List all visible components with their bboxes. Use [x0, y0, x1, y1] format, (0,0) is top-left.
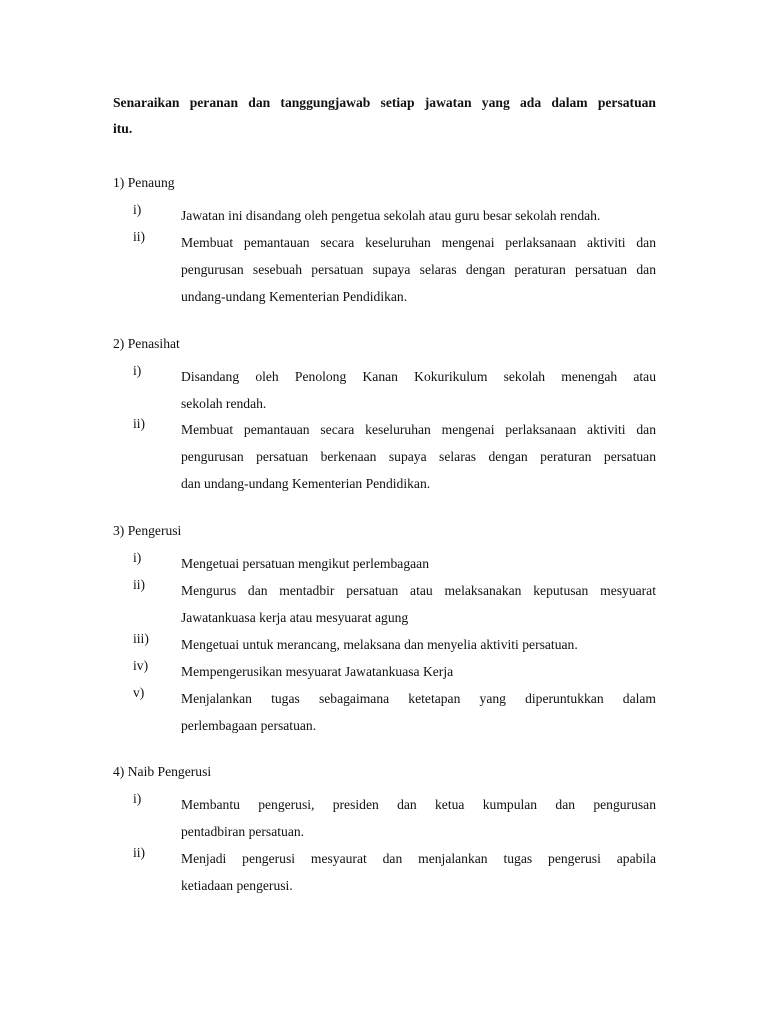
item-line: Menjadi pengerusi mesyaurat dan menjalankan tugas pengerusi apabila — [181, 851, 656, 866]
item-line: Menjalankan tugas sebagaimana ketetapan yang diperuntukkan dalam — [181, 691, 656, 706]
item-number: i) — [133, 791, 142, 806]
item-text — [181, 229, 656, 310]
item-line: undang-undang Kementerian Pendidikan. — [181, 289, 408, 304]
item-line: Mengetuai persatuan mengikut perlembagaan — [181, 556, 429, 571]
item-line: Jawatan ini disandang oleh pengetua sekolah atau guru besar sekolah rendah. — [181, 208, 601, 223]
item-text — [181, 631, 656, 658]
item-line: pengurusan sesebuah persatuan supaya selaras dengan peraturan persatuan dan — [181, 262, 656, 277]
item-text — [181, 658, 656, 685]
item-number: ii) — [133, 845, 146, 860]
section-title-naib-pengerusi: 4) Naib Pengerusi — [113, 764, 212, 779]
heading-line: itu. — [113, 121, 133, 136]
section-title-penaung: 1) Penaung — [113, 175, 175, 190]
item-line: Membuat pemantauan secara keseluruhan mengenai perlaksanaan aktiviti dan — [181, 422, 656, 437]
item-line: Jawatankuasa kerja atau mesyuarat agung — [181, 610, 409, 625]
item-number: iv) — [133, 658, 149, 673]
item-number: i) — [133, 363, 142, 378]
item-number: ii) — [133, 416, 146, 431]
item-text — [181, 845, 656, 899]
item-text — [181, 363, 656, 417]
item-number: v) — [133, 685, 145, 700]
item-line: dan undang-undang Kementerian Pendidikan. — [181, 476, 431, 491]
item-number: i) — [133, 550, 142, 565]
item-number: iii) — [133, 631, 149, 646]
item-line: Membantu pengerusi, presiden dan ketua kumpulan dan pengurusan — [181, 797, 656, 812]
item-line: Membuat pemantauan secara keseluruhan mengenai perlaksanaan aktiviti dan — [181, 235, 656, 250]
item-line: Mempengerusikan mesyuarat Jawatankuasa Kerja — [181, 664, 454, 679]
item-text — [181, 577, 656, 631]
item-text — [181, 202, 656, 229]
question-heading — [113, 90, 656, 142]
item-text — [181, 685, 656, 739]
item-text — [181, 550, 656, 577]
section-title-pengerusi: 3) Pengerusi — [113, 523, 182, 538]
item-line: pengurusan persatuan berkenaan supaya selaras dengan peraturan persatuan — [181, 449, 656, 464]
item-number: i) — [133, 202, 142, 217]
item-number: ii) — [133, 577, 146, 592]
item-line: sekolah rendah. — [181, 396, 267, 411]
item-line: ketiadaan pengerusi. — [181, 878, 293, 893]
heading-line: Senaraikan peranan dan tanggungjawab setiap jawatan yang ada dalam persatuan — [113, 95, 656, 110]
item-line: perlembagaan persatuan. — [181, 718, 317, 733]
item-number: ii) — [133, 229, 146, 244]
section-title-penasihat: 2) Penasihat — [113, 336, 180, 351]
item-line: Disandang oleh Penolong Kanan Kokurikulum sekolah menengah atau — [181, 369, 656, 384]
item-line: Mengurus dan mentadbir persatuan atau melaksanakan keputusan mesyuarat — [181, 583, 656, 598]
item-line: Mengetuai untuk merancang, melaksana dan menyelia aktiviti persatuan. — [181, 637, 578, 652]
item-text — [181, 416, 656, 497]
item-line: pentadbiran persatuan. — [181, 824, 305, 839]
item-text — [181, 791, 656, 845]
